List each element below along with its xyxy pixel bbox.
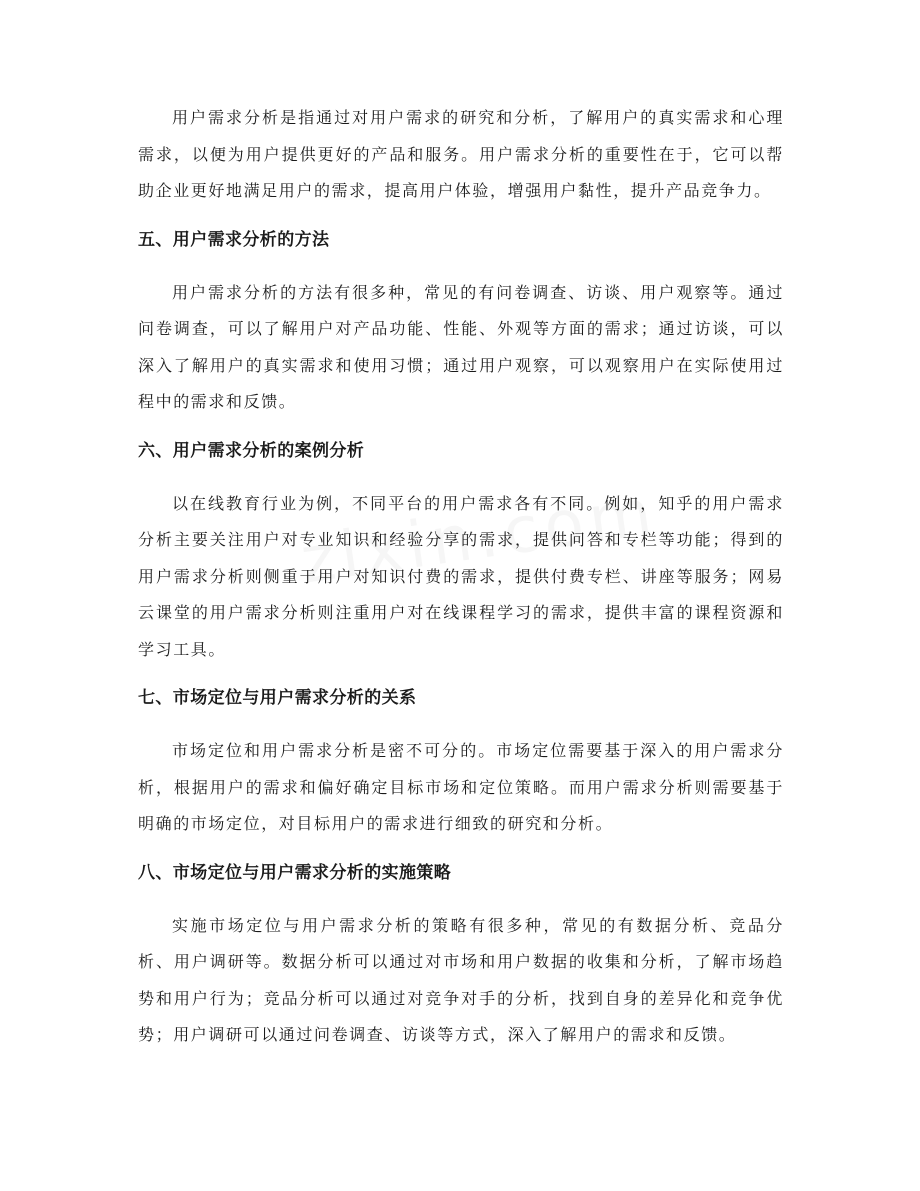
section-paragraph-methods: 用户需求分析的方法有很多种，常见的有问卷调查、访谈、用户观察等。通过问卷调查，可以了解用户对产品功能、性能、外观等方面的需求；通过访谈，可以深入了解用户的真实需求和使用习惯；通过用户观察，可以观察用户在实际使用过程中的需求和反馈。 bbox=[138, 282, 784, 411]
section-heading-relationship: 七、市场定位与用户需求分析的关系 bbox=[138, 688, 417, 708]
section-heading-case-study: 六、用户需求分析的案例分析 bbox=[138, 440, 365, 461]
section-heading-methods: 五、用户需求分析的方法 bbox=[138, 229, 330, 250]
section-paragraph-relationship: 市场定位和用户需求分析是密不可分的。市场定位需要基于深入的用户需求分析，根据用户的需求和偏好确定目标市场和定位策略。而用户需求分析则需要基于明确的市场定位，对目标用户的需求进行细致的研究和分析。 bbox=[138, 741, 784, 833]
section-paragraph-case-study: 以在线教育行业为例，不同平台的用户需求各有不同。例如，知乎的用户需求分析主要关注用户对专业知识和经验分享的需求，提供问答和专栏等功能；得到的用户需求分析则侧重于用户对知识付费的需求，提供付费专栏、讲座等服务；网易云课堂的用户需求分析则注重用户对在线课程学习的需求，提供丰富的课程资源和学习工具。 bbox=[138, 493, 784, 659]
section-paragraph-strategy: 实施市场定位与用户需求分析的策略有很多种，常见的有数据分析、竞品分析、用户调研等。数据分析可以通过对市场和用户数据的收集和分析，了解市场趋势和用户行为；竞品分析可以通过对竞争对手的分析，找到自身的差异化和竞争优势；用户调研可以通过问卷调查、访谈等方式，深入了解用户的需求和反馈。 bbox=[138, 915, 784, 1044]
intro-paragraph: 用户需求分析是指通过对用户需求的研究和分析，了解用户的真实需求和心理需求，以便为用户提供更好的产品和服务。用户需求分析的重要性在于，它可以帮助企业更好地满足用户的需求，提高用户体验，增强用户黏性，提升产品竞争力。 bbox=[138, 108, 784, 200]
document-page bbox=[138, 100, 784, 1054]
section-heading-strategy: 八、市场定位与用户需求分析的实施策略 bbox=[138, 862, 452, 883]
